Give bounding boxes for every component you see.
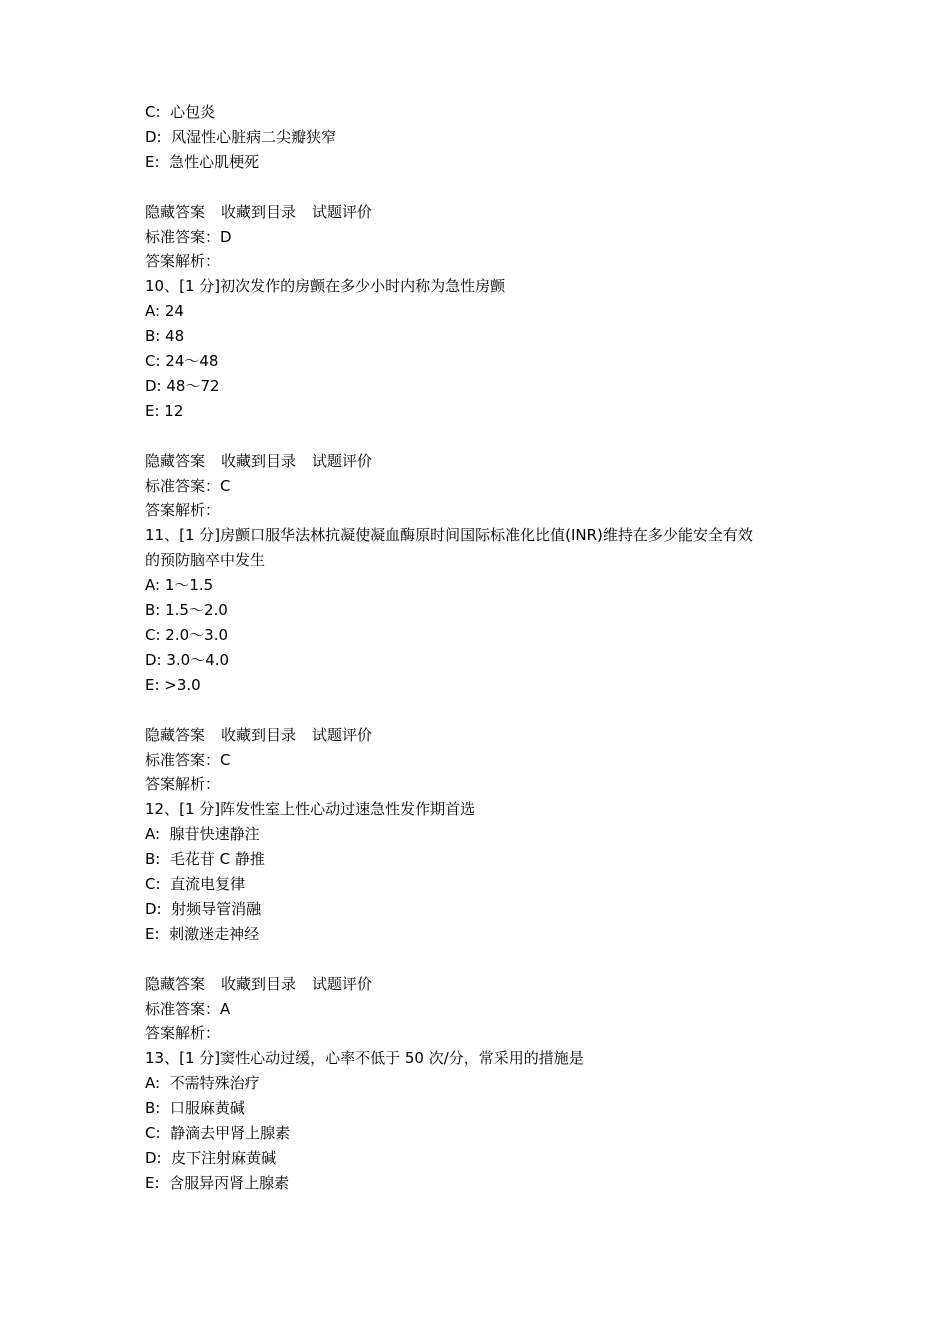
hide-answer-link[interactable]: 隐藏答案 <box>145 202 206 221</box>
hide-answer-link[interactable]: 隐藏答案 <box>145 974 206 993</box>
option-a: A: 不需特殊治疗 <box>145 1074 260 1093</box>
option-c: C: 静滴去甲肾上腺素 <box>145 1124 291 1143</box>
rate-question-link[interactable]: 试题评价 <box>312 202 373 221</box>
question-text-line-1: 11、[1 分]房颤口服华法林抗凝使凝血酶原时间国际标准化比值(INR)维持在多少能安全有效 <box>145 526 753 545</box>
hide-answer-link[interactable]: 隐藏答案 <box>145 725 206 744</box>
spacer <box>145 947 825 972</box>
option-e: E: 刺激迷走神经 <box>145 924 260 943</box>
answer-actions <box>145 972 825 997</box>
question-12-block <box>145 797 825 1046</box>
answer-actions <box>145 723 825 748</box>
question-text: 10、[1 分]初次发作的房颤在多少小时内称为急性房颤 <box>145 277 506 296</box>
add-to-catalog-link[interactable]: 收藏到目录 <box>221 974 297 993</box>
question-text-line-2: 的预防脑卒中发生 <box>145 551 266 570</box>
question-11-block <box>145 523 825 797</box>
standard-answer: 标准答案：D <box>145 227 232 246</box>
question-text: 13、[1 分]窦性心动过缓，心率不低于 50 次/分，常采用的措施是 <box>145 1049 584 1068</box>
option-d: D: 48～72 <box>145 376 220 395</box>
rate-question-link[interactable]: 试题评价 <box>312 974 373 993</box>
question-9-block <box>145 100 825 274</box>
option-b: B: 口服麻黄碱 <box>145 1099 245 1118</box>
option-a: A: 腺苷快速静注 <box>145 825 260 844</box>
option-c: C: 心包炎 <box>145 103 216 121</box>
option-c: C: 直流电复律 <box>145 875 246 894</box>
add-to-catalog-link[interactable]: 收藏到目录 <box>221 202 297 221</box>
option-d: D: 风湿性心脏病二尖瓣狭窄 <box>145 127 337 146</box>
option-c: C: 2.0～3.0 <box>145 626 229 644</box>
rate-question-link[interactable]: 试题评价 <box>312 725 373 744</box>
standard-answer: 标准答案：A <box>145 999 231 1018</box>
answer-actions <box>145 200 825 225</box>
option-b: B: 毛花苷 C 静推 <box>145 850 265 869</box>
question-text: 12、[1 分]阵发性室上性心动过速急性发作期首选 <box>145 800 476 819</box>
option-a: A: 24 <box>145 302 184 321</box>
option-e: E: 含服异丙肾上腺素 <box>145 1173 290 1192</box>
option-d: D: 皮下注射麻黄碱 <box>145 1149 277 1167</box>
document-page <box>145 100 825 1196</box>
standard-answer: 标准答案：C <box>145 750 231 769</box>
answer-actions <box>145 449 825 474</box>
answer-analysis: 答案解析： <box>145 775 221 794</box>
hide-answer-link[interactable]: 隐藏答案 <box>145 451 206 470</box>
option-b: B: 1.5～2.0 <box>145 601 228 620</box>
spacer <box>145 424 825 449</box>
spacer <box>145 698 825 723</box>
option-d: D: 射频导管消融 <box>145 899 262 918</box>
option-a: A: 1～1.5 <box>145 576 214 595</box>
option-e: E: >3.0 <box>145 675 201 694</box>
answer-analysis: 答案解析： <box>145 1024 221 1043</box>
standard-answer: 标准答案：C <box>145 476 231 495</box>
option-e: E: 12 <box>145 401 184 420</box>
question-10-block <box>145 274 825 523</box>
answer-analysis: 答案解析： <box>145 252 221 271</box>
option-c: C: 24～48 <box>145 352 219 371</box>
answer-analysis: 答案解析： <box>145 501 221 520</box>
question-13-block <box>145 1046 825 1195</box>
option-e: E: 急性心肌梗死 <box>145 152 260 171</box>
option-d: D: 3.0～4.0 <box>145 650 230 669</box>
rate-question-link[interactable]: 试题评价 <box>312 451 373 470</box>
add-to-catalog-link[interactable]: 收藏到目录 <box>221 725 297 744</box>
spacer <box>145 175 825 200</box>
add-to-catalog-link[interactable]: 收藏到目录 <box>221 451 297 470</box>
option-b: B: 48 <box>145 327 185 346</box>
